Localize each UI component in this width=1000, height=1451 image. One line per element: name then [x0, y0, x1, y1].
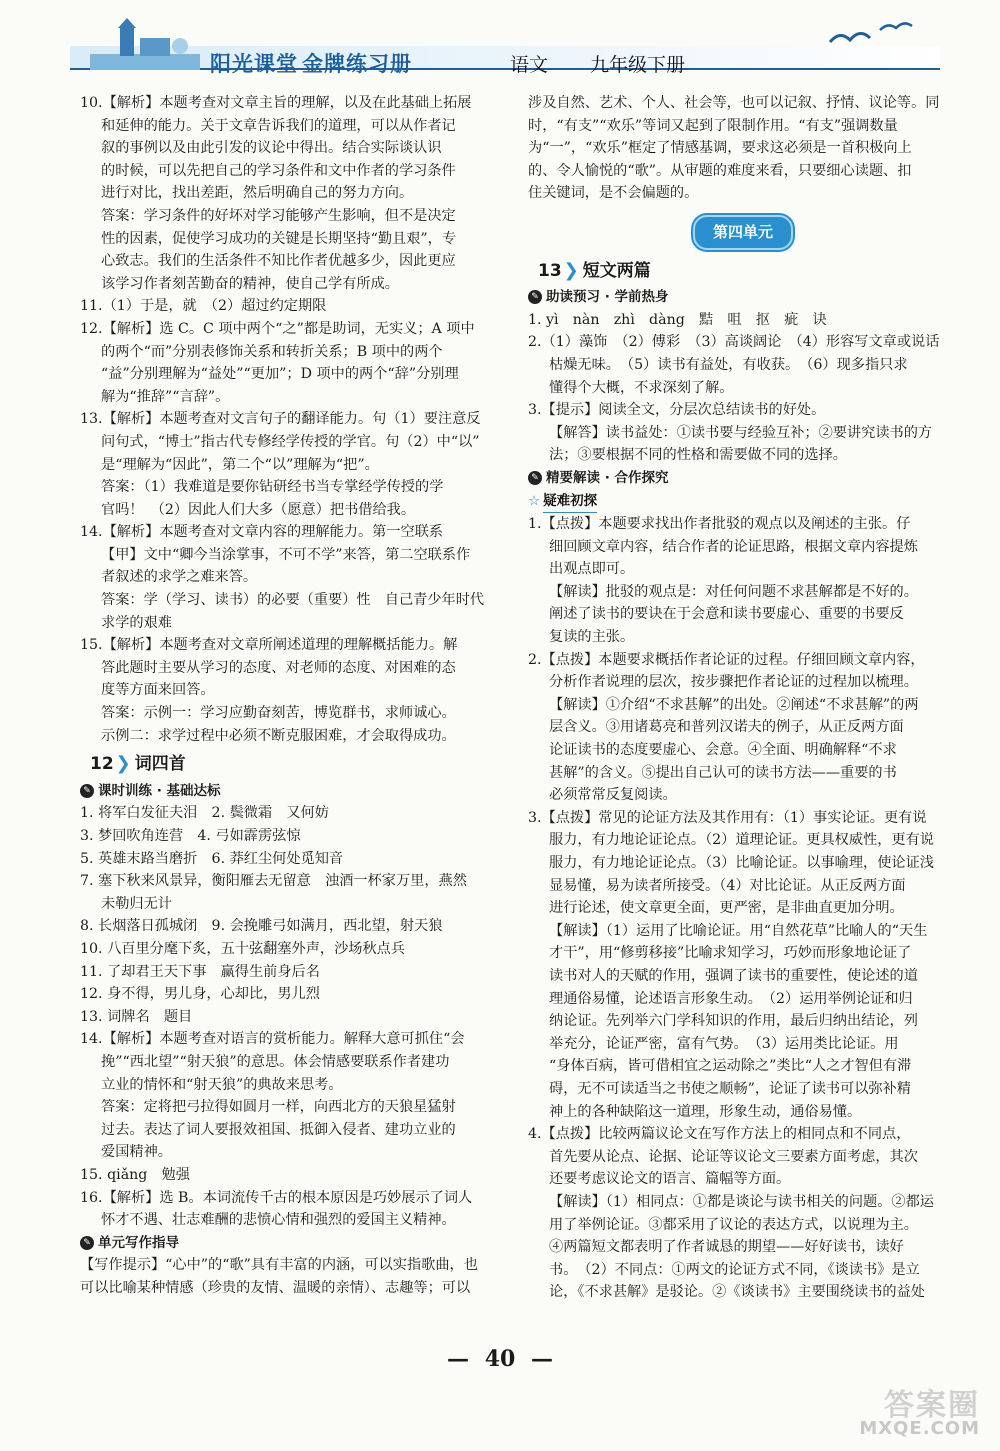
section-title: 精要解读 · 合作探究	[546, 469, 669, 486]
pencil-icon: ✎	[528, 290, 542, 304]
text-line: 显易懂，易为读者所接受。（4）对比论证。从正反两方面	[549, 877, 906, 894]
text-line: 复读的主张。	[549, 629, 635, 646]
text-line: 细回顾文章内容，结合作者的论证思路，根据文章内容提炼	[549, 538, 918, 555]
text-line: 【解读】①介绍“不求甚解”的出处。②阐述“不求甚解”的两	[549, 696, 919, 713]
text-line: 答案：（1）我难道是要你钻研经书当专掌经学传授的学	[101, 479, 444, 496]
text-line: 纳论证。先列举六门学科知识的作用，最后归纳出结论，列	[549, 1013, 918, 1030]
right-column	[528, 92, 958, 1304]
watermark	[830, 1380, 980, 1442]
text-line: 进行对比，找出差距，然后明确自己的努力方向。	[101, 185, 414, 202]
text-line: 10.【解析】本题考查对文章主旨的理解，以及在此基础上拓展	[80, 95, 472, 111]
text-line: 3.【点拨】常见的论证方法及其作用有：（1）事实论证。更有说	[528, 809, 927, 826]
text-line: 的时候，可以先把自己的学习条件和文中作者的学习条件	[101, 162, 456, 179]
text-line: 服力，有力地论证论点。（3）比喻论证。以事喻理，使论证浅	[549, 855, 934, 871]
text-line: 层含义。③用诸葛亮和普列汉诺夫的例子，从正反两方面	[549, 719, 904, 736]
chevron-right-icon: ❯	[115, 753, 131, 775]
text-line: 甚解”的含义。⑤提出自己认可的读书方法——重要的书	[549, 764, 897, 781]
text-line: 答案：学习条件的好坏对学习能够产生影响，但不是决定	[101, 207, 456, 224]
text-line: 1. 将军白发征夫泪 2. 鬓微霜 又何妨	[80, 805, 329, 822]
text-line: 【写作提示】“心中”的“歌”具有丰富的内涵，可以实指歌曲，也	[80, 1257, 478, 1274]
text-line: 答此题时主要从学习的态度、对老师的态度、对困难的态	[101, 659, 456, 676]
text-line: 论证读书的态度要虚心、会意。④全面、明确解释“不求	[549, 742, 897, 759]
section-title: 助读预习 · 学前热身	[546, 289, 669, 306]
text-line: 服力，有力地论证论点。（2）道理论证。更具权威性，更有说	[549, 832, 934, 849]
text-line: 【解答】读书益处：①读书要与经验互补；②要讲究读书的方	[549, 424, 933, 441]
unit-title: 第四单元	[693, 215, 793, 250]
text-line: 12.【解析】选 C。C 项中两个“之”都是助词，无实义；A 项中	[80, 320, 475, 337]
text-line: 解为“推辞”“言辞”。	[101, 388, 230, 405]
text-line: 用了举例论证。③都采用了议论的表达方式，以说理为主。	[549, 1216, 918, 1233]
text-line: 4.【点拨】比较两篇议论文在写作方法上的相同点和不同点，	[528, 1126, 911, 1143]
text-line: 13. 词牌名 题目	[80, 1008, 193, 1025]
header-band	[70, 46, 940, 70]
text-line: 12. 身不得，男儿身，心却比，男儿烈	[80, 986, 320, 1003]
page-header	[70, 12, 940, 74]
chevron-right-icon: ❯	[563, 259, 579, 281]
unit-banner	[528, 215, 958, 250]
text-line: 涉及自然、艺术、个人、社会等，也可以记叙、抒情、议论等。同	[528, 95, 940, 111]
text-line: 该学习作者刻苦勤奋的精神，使自己学有所成。	[101, 275, 399, 292]
text-line: 必须常常反复阅读。	[549, 787, 677, 804]
text-line: 16.【解析】选 B。本词流传千古的根本原因是巧妙展示了词人	[80, 1189, 473, 1206]
watermark-line2: MXQE.COM	[859, 1418, 980, 1439]
text-line: 懂得个大概，不求深刻了解。	[549, 379, 734, 396]
text-line: 1.【点拨】本题要求找出作者批驳的观点以及阐述的主张。仔	[528, 516, 911, 533]
text-line: 未勒归无计	[101, 895, 172, 912]
text-line: 过去。表达了词人要报效祖国、抵御入侵者、建功立业的	[101, 1121, 456, 1138]
lesson-title: 短文两篇	[582, 260, 651, 281]
text-line: 才干”，用“修剪移接”比喻求知学习，巧妙而形象地论证了	[549, 945, 912, 962]
text-line: 读书对人的天赋的作用，强调了读书的重要性，使论述的道	[549, 967, 918, 984]
lesson-heading	[538, 260, 958, 283]
lesson-number: 12	[90, 754, 114, 775]
text-line: 和延伸的能力。关于文章告诉我们的道理，可以从作者记	[101, 117, 456, 134]
text-line: 11.（1）于是，就 （2）超过约定期限	[80, 298, 327, 315]
text-line: 14.【解析】本题考查对语言的赏析能力。解释大意可抓住“会	[80, 1031, 465, 1048]
text-line: 的两个“而”分别表修饰关系和转折关系；B 项中的两个	[101, 343, 443, 360]
text-line: 2.（1）藻饰 （2）傅彩 （3）高谈阔论 （4）形容写文章或说话	[528, 334, 940, 351]
text-line: 心致志。我们的生活条件不知比作者优越多少，因此更应	[101, 253, 456, 270]
watermark-line1: 答案圈	[884, 1388, 980, 1423]
header-subject: 语文	[510, 54, 549, 76]
text-line: 【甲】文中“卿今当涂掌事，不可不学”来答，第二空联系作	[101, 546, 471, 563]
section-heading	[80, 1232, 510, 1255]
subsection-title: 疑难初探	[543, 490, 597, 514]
text-line: 者叙述的求学之难来答。	[101, 569, 258, 586]
text-line: 的、令人愉悦的“歌”。从审题的难度来看，只要细心读题、扣	[528, 162, 912, 179]
text-line: “益”分别理解为“益处”“更加”；D 项中的两个“辞”分别理	[101, 366, 459, 383]
text-line: 【解读】（1）运用了比喻论证。用“自然花草”比喻人的“天生	[549, 922, 928, 939]
text-line: 为“一”，“欢乐”框定了情感基调，要求这必须是一首积极向上	[528, 140, 912, 157]
text-line: 13.【解析】本题考查对文言句子的翻译能力。句（1）要注意反	[80, 411, 481, 428]
text-line: 2.【点拨】本题要求概括作者论证的过程。仔细回顾文章内容，	[528, 651, 925, 668]
text-line: 14.【解析】本题考查对文章内容的理解能力。第一空联系	[80, 524, 444, 541]
header-series-2: 金牌练习册	[302, 52, 412, 76]
header-grade: 九年级下册	[590, 54, 686, 76]
text-line: 是“理解为“因此”，第二个“以”理解为“把”。	[101, 456, 379, 473]
text-line: 立业的情怀和“射天狼”的典故来思考。	[101, 1076, 343, 1093]
text-line: 15.【解析】本题考查对文章所阐述道理的理解概括能力。解	[80, 637, 458, 654]
text-line: 神上的各种缺陷这一道理，形象生动，通俗易懂。	[549, 1103, 862, 1120]
text-line: 叙的事例以及由此引发的议论中得出。结合实际谈认识	[101, 140, 442, 157]
text-line: 度等方面来回答。	[101, 682, 215, 699]
left-column	[80, 92, 510, 1299]
text-line: 枯燥无味。 （5）读书有益处，有收获。 （6）现多指只求	[549, 356, 908, 373]
text-line: 进行论述，使文章更全面，更严密，是非曲直更加分明。	[549, 900, 904, 917]
text-line: 【解读】批驳的观点是：对任何问题不求甚解都是不好的。	[549, 583, 918, 600]
text-line: 官吗！ （2）因此人们大多（愿意）把书借给我。	[101, 501, 416, 518]
birds-icon	[820, 12, 930, 52]
text-line: 8. 长烟落日孤城闭 9. 会挽雕弓如满月，西北望，射天狼	[80, 918, 443, 935]
text-line: 碍，无不可读适当之书使之顺畅”，论证了读书可以弥补精	[549, 1080, 911, 1097]
lighthouse-silhouette-icon	[90, 16, 200, 70]
text-line: 举充分，论证严密，富有气势。 （3）运用类比论证。用	[549, 1035, 899, 1052]
text-line: 时，“有支”“欢乐”等词又起到了限制作用。“有支”强调数量	[528, 117, 898, 134]
text-line: 答案：学（学习、读书）的必要（重要）性 自己青少年时代	[101, 592, 485, 609]
text-line: 3.【提示】阅读全文，分层次总结读书的好处。	[528, 402, 826, 419]
text-line: 15. qiǎng 勉强	[80, 1166, 190, 1183]
text-line: 阐述了读书的要诀在于会意和读书要虚心、重要的书要反	[549, 606, 904, 623]
text-line: 住关键词，是不会偏题的。	[528, 185, 699, 202]
text-line: 出观点即可。	[549, 561, 635, 578]
text-line: 3. 梦回吹角连营 4. 弓如霹雳弦惊	[80, 828, 301, 844]
text-line: 还要考虑议论文的语言、篇幅等方面。	[549, 1171, 791, 1188]
text-line: 法；③要根据不同的性格和需要做不同的选择。	[549, 447, 847, 464]
lesson-title: 词四首	[134, 754, 186, 775]
text-line: 答案：定将把弓拉得如圆月一样，向西北方的天狼星猛射	[101, 1099, 456, 1116]
text-line: 首先要从论点、论据、论证等议论文三要素方面考虑，其次	[549, 1148, 918, 1165]
text-line: 【解读】（1）相同点：①都是谈论与读书相关的问题。②都运	[549, 1193, 934, 1210]
text-line: 7. 塞下秋来风景异，衡阳雁去无留意 浊酒一杯家万里，燕然	[80, 873, 467, 890]
text-line: “身体百病，皆可借相宜之运动除之”类比“人之才智但有滞	[549, 1058, 912, 1075]
section-heading	[528, 467, 958, 490]
text-line: 爱国精神。	[101, 1144, 172, 1161]
section-heading	[528, 286, 958, 309]
text-line: 1. yì nàn zhì dàng 黠 咀 抠 疵 诀	[528, 311, 827, 328]
text-line: ④两篇短文都表明了作者诚恳的期望——好好读书，读好	[549, 1239, 904, 1256]
section-title: 单元写作指导	[98, 1234, 179, 1251]
text-line: 5. 英雄末路当磨折 6. 莽红尘何处觅知音	[80, 850, 344, 867]
text-line: 书。 （2）不同点：①两文的论证方式不同，《谈读书》是立	[549, 1261, 920, 1278]
text-line: 性的因素，促使学习成功的关键是长期坚持“勤且艰”，专	[101, 230, 457, 247]
text-line: 问句式，“博士”指古代专修经学传授的学官。句（2）中“以”	[101, 433, 480, 450]
star-icon: ☆	[528, 493, 541, 509]
header-series: 阳光课堂	[210, 52, 298, 76]
text-line: 理通俗易懂，论述语言形象生动。 （2）运用举例论证和归	[549, 990, 913, 1007]
text-line: 10. 八百里分麾下炙，五十弦翻塞外声，沙场秋点兵	[80, 940, 406, 957]
section-heading	[80, 780, 510, 803]
text-line: 11. 了却君王天下事 赢得生前身后名	[80, 963, 320, 980]
section-title: 课时训练 · 基础达标	[98, 782, 221, 799]
page-number: — 40 —	[447, 1346, 553, 1372]
text-line: 答案：示例一：学习应勤奋刻苦，博览群书，求师诚心。	[101, 705, 456, 722]
pencil-icon: ✎	[80, 784, 94, 798]
subsection-heading	[528, 490, 958, 514]
text-line: 可以比喻某种情感（珍贵的友情、温暖的亲情）、志趣等；可以	[80, 1279, 471, 1296]
text-line: 求学的艰难	[101, 614, 172, 631]
text-line: 论，《不求甚解》是驳论。②《谈读书》主要围绕读书的益处	[549, 1284, 925, 1301]
lesson-number: 13	[538, 260, 562, 281]
lesson-heading	[90, 753, 510, 776]
pencil-icon: ✎	[80, 1236, 94, 1250]
pencil-icon: ✎	[528, 471, 542, 485]
text-line: 怀才不遇、壮志难酬的悲愤心情和强烈的爱国主义精神。	[101, 1212, 456, 1229]
text-line: 分析作者说理的层次，按步骤把作者论证的过程加以梳理。	[549, 674, 918, 691]
text-line: 示例二：求学过程中必须不断克服困难，才会取得成功。	[101, 727, 456, 744]
text-line: 挽”“西北望”“射天狼”的意思。体会情感要联系作者建功	[101, 1053, 450, 1070]
